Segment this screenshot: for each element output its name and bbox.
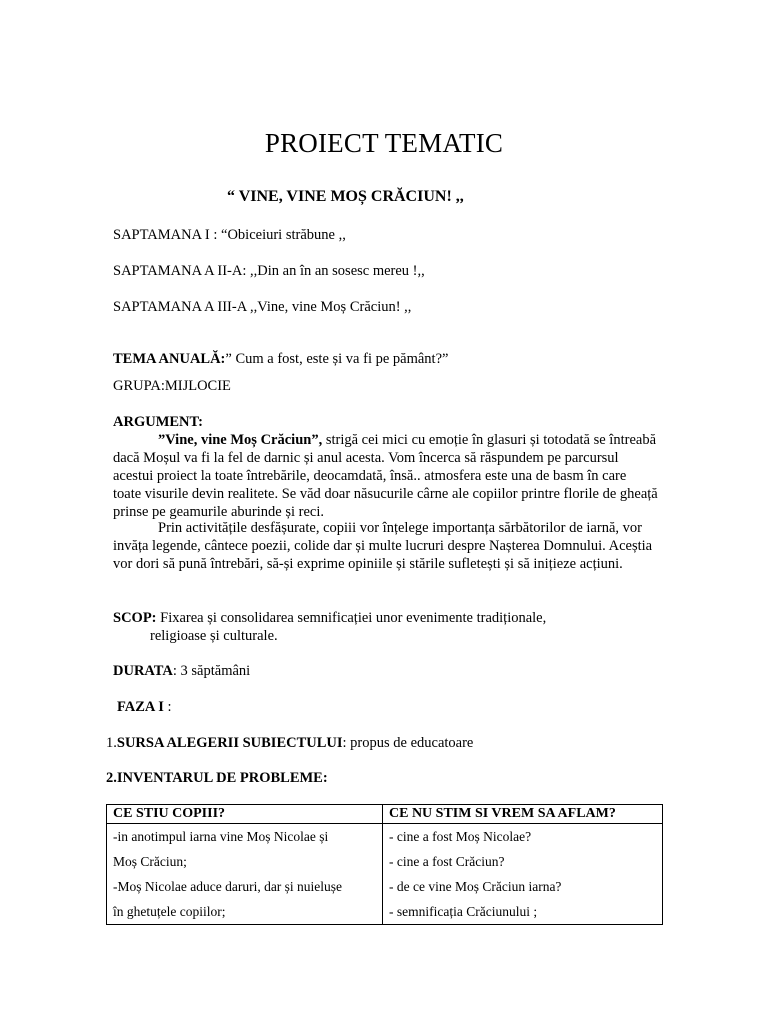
week-2: SAPTAMANA A II-A: ,,Din an în an sosesc mereu !,,	[113, 263, 425, 279]
list-item: Moș Crăciun;	[113, 854, 187, 869]
list-item: - semnificația Crăciunului ;	[389, 904, 538, 919]
subject-source-number: 1.	[106, 735, 117, 751]
duration-value: : 3 săptămâni	[172, 663, 251, 679]
annual-theme-label: TEMA ANUALĂ:	[113, 351, 226, 367]
list-item: în ghetuțele copiilor;	[113, 904, 226, 919]
list-item: - cine a fost Crăciun?	[389, 854, 505, 869]
argument-label: ARGUMENT:	[113, 414, 203, 430]
subject-source-label: SURSA ALEGERII SUBIECTULUI	[116, 735, 343, 751]
duration	[113, 662, 250, 680]
column-header-want-to-know: CE NU STIM SI VREM SA AFLAM?	[383, 805, 663, 824]
group: GRUPA:MIJLOCIE	[113, 378, 231, 394]
cell-want-to-know	[383, 824, 663, 925]
week-1: SAPTAMANA I : “Obiceiuri străbune ,,	[113, 227, 346, 243]
scope-label: SCOP:	[113, 610, 157, 626]
scope-text-1: Fixarea și consolidarea semnificației unor evenimente tradiționale,	[156, 610, 547, 626]
argument-text-2: Prin activitățile desfășurate, copiii vor înțelege importanța sărbătorilor de iarnă, vor invăța legende, cântece poezii, colide dar și multe lucruri despre Nașterea Domnului. Aceștia vor dori să pună întrebări, să-și exprime opiniile și stările sufletești și să inițieze acțiuni.	[113, 520, 653, 572]
table-header-row	[107, 805, 663, 824]
list-item: - de ce vine Moș Crăciun iarna?	[389, 879, 562, 894]
week-3: SAPTAMANA A III-A ,,Vine, vine Moș Crăciun! ,,	[113, 299, 412, 315]
list-item: -Moș Nicolae aduce daruri, dar și nuielușe	[113, 879, 343, 894]
phase	[117, 698, 172, 716]
phase-value: :	[163, 699, 172, 715]
phase-label: FAZA I	[117, 699, 164, 715]
list-item: - cine a fost Moș Nicolae?	[389, 829, 532, 844]
annual-theme	[113, 350, 448, 368]
inventory-heading: 2.INVENTARUL DE PROBLEME:	[106, 770, 328, 786]
project-subtitle: “ VINE, VINE MOȘ CRĂCIUN! ,,	[227, 188, 464, 205]
table-row	[107, 824, 663, 925]
subject-source-value: : propus de educatoare	[342, 735, 474, 751]
scope	[113, 609, 546, 627]
list-item: -in anotimpul iarna vine Moș Nicolae și	[113, 829, 329, 844]
duration-label: DURATA	[113, 663, 173, 679]
cell-know	[107, 824, 383, 925]
annual-theme-value: ” Cum a fost, este și va fi pe pământ?”	[225, 351, 449, 367]
scope-text-2: religioase și culturale.	[150, 628, 278, 644]
argument-paragraph-2	[113, 519, 658, 573]
inventory-table	[106, 804, 663, 925]
page-title: PROIECT TEMATIC	[264, 128, 504, 158]
subject-source	[106, 734, 473, 752]
column-header-know: CE STIU COPIII?	[107, 805, 383, 824]
argument-quote: ”Vine, vine Moș Crăciun”,	[158, 432, 323, 448]
argument-text-1: strigă cei mici cu emoție în glasuri și totodată se întreabă dacă Moșul va fi la fel de darnic și anul acesta. Vom încerca să răspundem pe parcursul acestui proiect la toate întrebările, deocamdată, însă.. atmosfera este una de basm în care toate visurile devin realitete. Se văd doar năsucurile cârne ale copiilor printre florile de gheață prinse pe geamurile aburinde și reci.	[113, 432, 658, 520]
argument-paragraph-1	[113, 431, 658, 521]
